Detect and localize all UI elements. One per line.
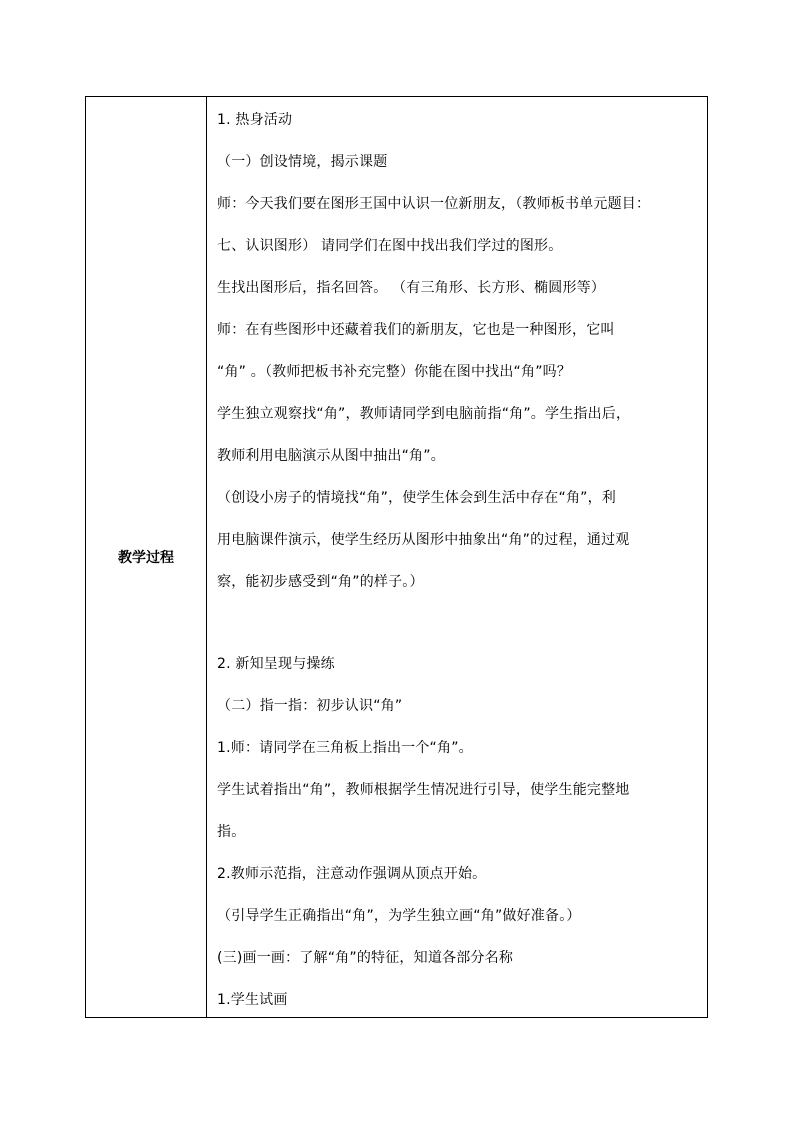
subsection-heading: （二）指一指：初步认识“角”: [217, 698, 403, 714]
text-line: 学生试着指出“角”，教师根据学生情况进行引导，使学生能完整地: [217, 782, 630, 798]
lesson-table: [85, 96, 708, 1018]
row-label: 教学过程: [118, 550, 174, 566]
text-line: 七、认识图形） 请同学们在图中找出我们学过的图形。: [217, 238, 563, 254]
text-line: 师：今天我们要在图形王国中认识一位新朋友，（教师板书单元题目：: [217, 196, 651, 212]
text-line: 指。: [217, 824, 246, 840]
text-line: 学生独立观察找“角”，教师请同学到电脑前指“角”。学生指出后，: [217, 406, 631, 422]
section-heading-new-knowledge: 2. 新知呈现与操练: [217, 656, 335, 672]
content-cell: [207, 97, 707, 1017]
text-line: 1.学生试画: [217, 992, 288, 1008]
text-line: 用电脑课件演示，使学生经历从图形中抽象出“角”的过程，通过观: [217, 532, 630, 548]
text-line: 察，能初步感受到“角”的样子。）: [217, 574, 424, 590]
row-label-cell: [86, 97, 207, 1017]
text-line: 生找出图形后，指名回答。 （有三角形、长方形、椭圆形等）: [217, 280, 606, 296]
subsection-heading: （一）创设情境，揭示课题: [217, 154, 388, 170]
text-line: （创设小房子的情境找“角”，使学生体会到生活中存在“角”，利: [217, 490, 617, 506]
section-heading-warmup: 1. 热身活动: [217, 112, 293, 128]
subsection-heading: (三)画一画：了解“角”的特征，知道各部分名称: [217, 950, 514, 966]
text-line: 2.教师示范指，注意动作强调从顶点开始。: [217, 866, 487, 882]
text-line: 教师利用电脑演示从图中抽出“角”。: [217, 448, 445, 464]
text-line: 1.师：请同学在三角板上指出一个“角”。: [217, 740, 473, 756]
text-line: （引导学生正确指出“角”，为学生独立画“角”做好准备。）: [217, 908, 581, 924]
text-line: “角” 。（教师把板书补充完整）你能在图中找出“角”吗？: [217, 364, 572, 380]
text-line: 师：在有些图形中还藏着我们的新朋友，它也是一种图形，它叫: [217, 322, 615, 338]
